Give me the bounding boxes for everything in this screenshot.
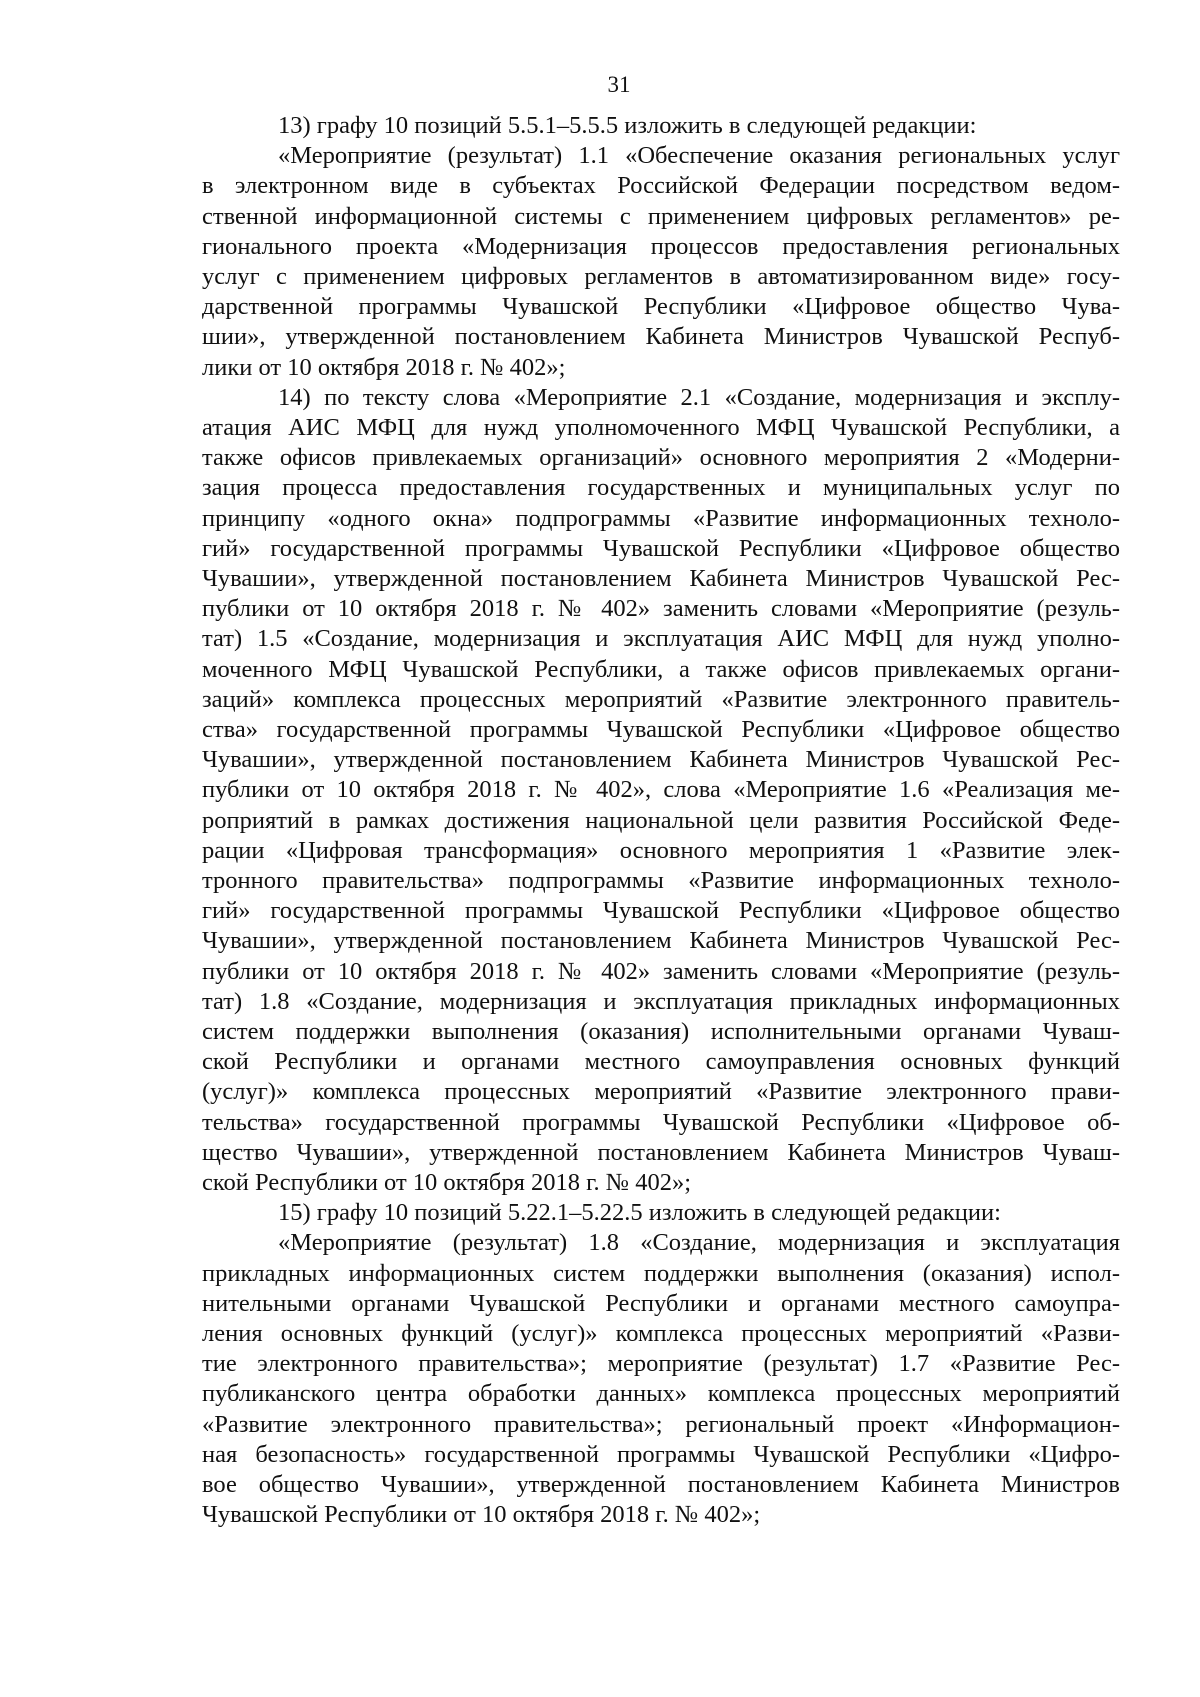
text-line: также офисов привлекаемых организаций» основного мероприятия 2 «Модерни- — [202, 444, 1120, 472]
text-line: атация АИС МФЦ для нужд уполномоченного МФЦ Чувашской Республики, а — [202, 414, 1120, 441]
text-line: гий» государственной программы Чувашской Республики «Цифровое общество — [202, 897, 1120, 925]
text-line: ления основных функций (услуг)» комплекса процессных мероприятий «Разви- — [202, 1320, 1120, 1347]
text-line: публики от 10 октября 2018 г. № 402», слова «Мероприятие 1.6 «Реализация ме- — [202, 776, 1120, 804]
text-line: тие электронного правительства»; мероприятие (результат) 1.7 «Развитие Рес- — [202, 1350, 1120, 1378]
text-line: ная безопасность» государственной программы Чувашской Республики «Цифро- — [202, 1440, 1120, 1468]
text-line: гий» государственной программы Чувашской Республики «Цифровое общество — [202, 534, 1120, 562]
text-line: (услуг)» комплекса процессных мероприятий «Развитие электронного прави- — [202, 1078, 1120, 1106]
text-line: услуг с применением цифровых регламентов в автоматизированном виде» госу- — [202, 263, 1120, 290]
text-line: тронного правительства» подпрограммы «Развитие информационных техноло- — [202, 867, 1120, 894]
text-line: публиканского центра обработки данных» комплекса процессных мероприятий — [202, 1380, 1120, 1408]
text-line: прикладных информационных систем поддержки выполнения (оказания) испол- — [202, 1259, 1120, 1287]
text-line: тельства» государственной программы Чувашской Республики «Цифровое об- — [202, 1108, 1120, 1136]
text-line: Чувашии», утвержденной постановлением Кабинета Министров Чувашской Рес- — [202, 927, 1120, 955]
text-line: ственной информационной системы с применением цифровых регламентов» ре- — [202, 202, 1120, 230]
text-line: моченного МФЦ Чувашской Республики, а также офисов привлекаемых органи- — [202, 655, 1120, 683]
text-line: гионального проекта «Модернизация процессов предоставления региональных — [202, 232, 1120, 260]
text-line: систем поддержки выполнения (оказания) исполнительными органами Чуваш- — [202, 1018, 1120, 1045]
text-line: щество Чувашии», утвержденной постановлением Кабинета Министров Чуваш- — [202, 1138, 1120, 1166]
text-line: роприятий в рамках достижения национальной цели развития Российской Феде- — [202, 806, 1120, 834]
text-line: рации «Цифровая трансформация» основного мероприятия 1 «Развитие элек- — [202, 836, 1120, 864]
text-line: 13) графу 10 позиций 5.5.1–5.5.5 изложить в следующей редакции: — [278, 112, 977, 139]
text-line: заций» комплекса процессных мероприятий «Развитие электронного правитель- — [202, 685, 1120, 713]
text-line: принципу «одного окна» подпрограммы «Развитие информационных техноло- — [202, 504, 1120, 532]
text-line: в электронном виде в субъектах Российской Федерации посредством ведом- — [202, 172, 1120, 200]
text-line: тат) 1.8 «Создание, модернизация и эксплуатация прикладных информационных — [202, 987, 1120, 1015]
text-line: «Мероприятие (результат) 1.8 «Создание, модернизация и эксплуатация — [278, 1229, 1120, 1257]
text-line: Чувашской Республики от 10 октября 2018 г. № 402»; — [202, 1501, 761, 1529]
text-line: тат) 1.5 «Создание, модернизация и эксплуатация АИС МФЦ для нужд уполно- — [202, 625, 1120, 653]
text-line: публики от 10 октября 2018 г. № 402» заменить словами «Мероприятие (резуль- — [202, 957, 1120, 985]
text-line: шии», утвержденной постановлением Кабинета Министров Чувашской Респуб- — [202, 323, 1120, 351]
text-line: лики от 10 октября 2018 г. № 402»; — [202, 353, 566, 381]
text-line: публики от 10 октября 2018 г. № 402» заменить словами «Мероприятие (резуль- — [202, 595, 1120, 623]
page-number: 31 — [607, 72, 631, 97]
text-line: ской Республики от 10 октября 2018 г. № 402»; — [202, 1169, 691, 1196]
text-line: ства» государственной программы Чувашской Республики «Цифровое общество — [202, 716, 1120, 743]
text-line: дарственной программы Чувашской Республики «Цифровое общество Чува- — [202, 293, 1120, 321]
text-line: ской Республики и органами местного самоуправления основных функций — [202, 1048, 1120, 1076]
text-line: зация процесса предоставления государственных и муниципальных услуг по — [202, 474, 1120, 502]
text-line: Чувашии», утвержденной постановлением Кабинета Министров Чувашской Рес- — [202, 565, 1120, 592]
text-line: вое общество Чувашии», утвержденной постановлением Кабинета Министров — [202, 1471, 1120, 1498]
text-line: «Развитие электронного правительства»; региональный проект «Информацион- — [202, 1410, 1120, 1438]
text-line: 15) графу 10 позиций 5.22.1–5.22.5 изложить в следующей редакции: — [278, 1199, 1001, 1227]
text-line: нительными органами Чувашской Республики и органами местного самоупра- — [202, 1289, 1120, 1317]
text-line: Чувашии», утвержденной постановлением Кабинета Министров Чувашской Рес- — [202, 746, 1120, 774]
text-line: «Мероприятие (результат) 1.1 «Обеспечение оказания региональных услуг — [278, 142, 1120, 170]
text-line: 14) по тексту слова «Мероприятие 2.1 «Создание, модернизация и эксплу- — [278, 383, 1120, 411]
